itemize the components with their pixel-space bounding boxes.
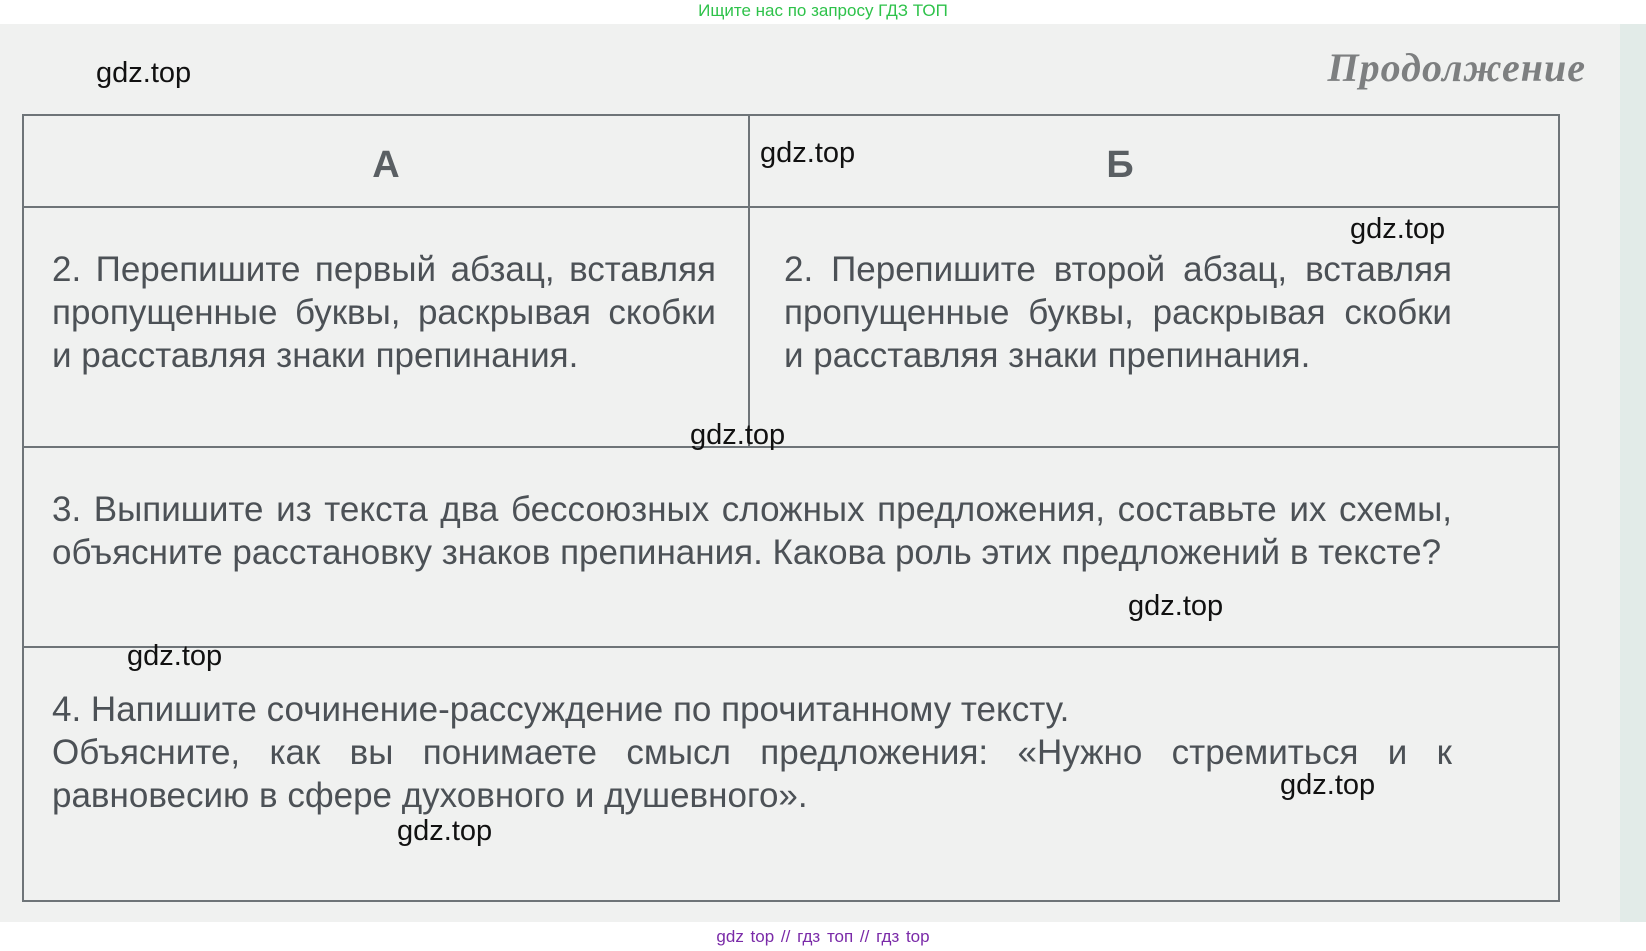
task-2a: 2. Перепишите первый абзац, вставляя пропущенные буквы, раскрывая скобки и расставляя знаки препинания. — [52, 250, 716, 375]
task-4-line1: 4. Напишите сочинение-рассуждение по прочитанному тексту. — [52, 690, 1070, 729]
watermark: gdz.top — [1128, 590, 1224, 622]
watermark: gdz.top — [96, 57, 192, 89]
page-edge — [1620, 24, 1646, 922]
bottom-banner: gdz top // гдз топ // гдз top — [716, 927, 930, 946]
top-banner: Ищите нас по запросу ГДЗ ТОП — [698, 1, 948, 20]
watermark: gdz.top — [1350, 213, 1446, 245]
watermark: gdz.top — [760, 137, 856, 169]
watermark: gdz.top — [397, 815, 493, 847]
row-divider — [24, 446, 1558, 448]
watermark: gdz.top — [1280, 769, 1376, 801]
row-divider — [24, 646, 1558, 648]
task-4 — [52, 688, 1452, 817]
task-4-line2: Объясните, как вы понимаете смысл предложения: «Нужно стремиться и к равновесию в сфере духовного и душевного». — [52, 733, 1452, 815]
column-a-header: А — [372, 144, 400, 186]
row-divider — [24, 206, 1558, 208]
task-2b: 2. Перепишите второй абзац, вставляя пропущенные буквы, раскрывая скобки и расставляя знаки препинания. — [784, 250, 1452, 375]
column-b-header: Б — [1106, 144, 1134, 186]
watermark: gdz.top — [127, 640, 223, 672]
continuation-heading: Продолжение — [1327, 45, 1586, 90]
task-3: 3. Выпишите из текста два бессоюзных сложных предложения, составьте их схемы, объясните расстановку знаков препинания. Какова роль этих предложений в тексте? — [52, 490, 1452, 572]
textbook-page-scan — [0, 24, 1646, 922]
watermark: gdz.top — [690, 419, 786, 451]
